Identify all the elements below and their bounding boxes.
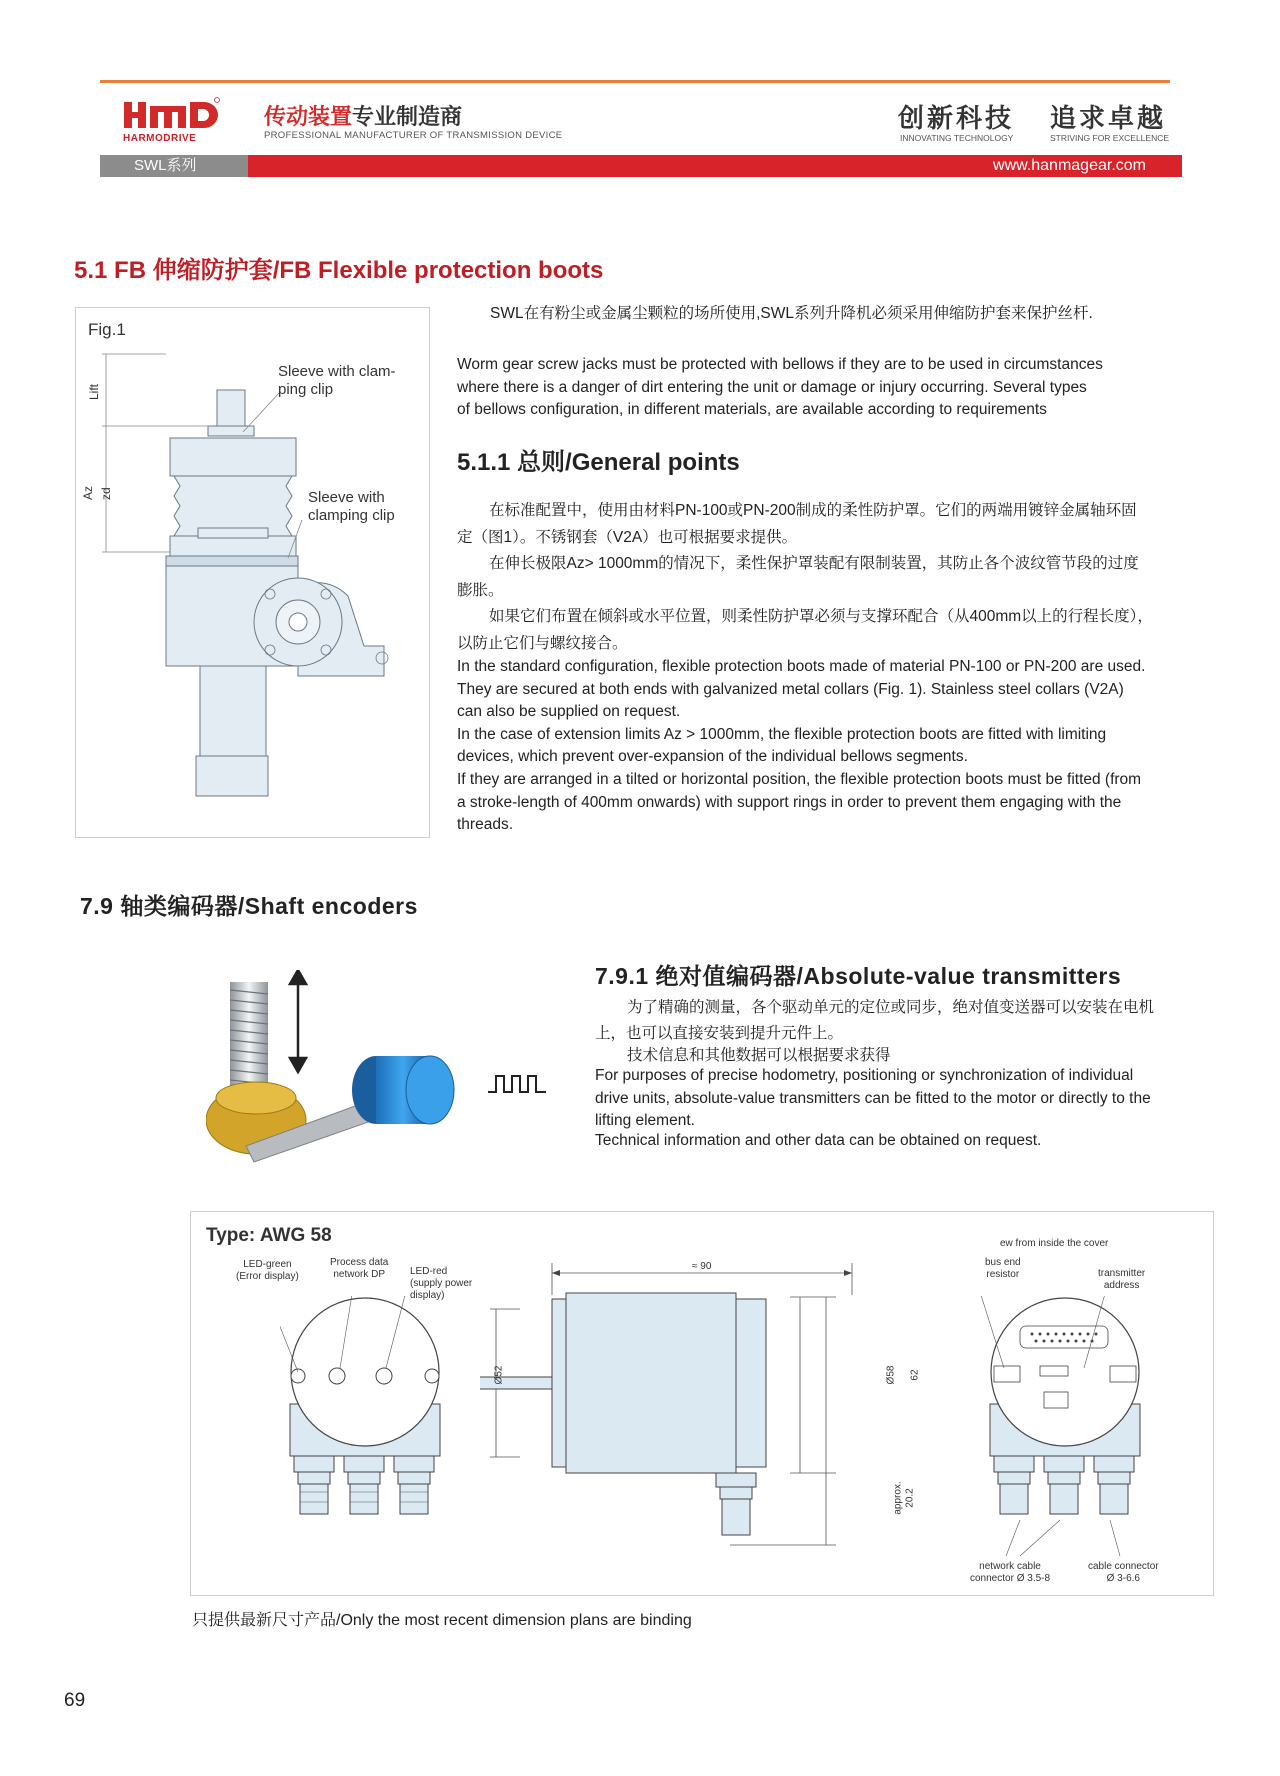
- slogan-striving-en: STRIVING FOR EXCELLENCE: [1050, 133, 1170, 143]
- en-line: a stroke-length of 400mm onwards) with support rings in order to prevent them engaging with the: [457, 793, 1122, 811]
- intro-en-line: Worm gear screw jacks must be protected with bellows if they are to be used in circumstances: [457, 356, 1103, 373]
- en-line: drive units, absolute-value transmitters can be fitted to the motor or directly to the: [595, 1089, 1151, 1107]
- cn-line: 技术信息和其他数据可以根据要求获得: [627, 1047, 891, 1064]
- network-cable-line: connector Ø 3.5-8: [970, 1573, 1051, 1584]
- cn-line: 膨胀。: [457, 581, 504, 599]
- cn-line: 在标准配置中，使用由材料PN-100或PN-200制成的柔性防护罩。它们的两端用镀锌金属轴环固: [489, 502, 1137, 519]
- led-red-line: (supply power: [410, 1278, 473, 1289]
- encoder-front-view: [280, 1296, 450, 1556]
- dim-lift-label: Lift: [87, 383, 101, 400]
- section-5-1-1-title: 5.1.1 总则/General points: [457, 449, 740, 476]
- cn-line: 以防止它们与螺纹接合。: [457, 634, 628, 652]
- network-cable-label: [970, 1561, 1050, 1585]
- led-green-label: [236, 1259, 299, 1283]
- process-data-line: Process data: [330, 1257, 389, 1268]
- led-red-line: LED-red: [410, 1266, 448, 1277]
- tagline-cn-red: 传动装置: [264, 104, 353, 129]
- transmitter-address-label: [1098, 1268, 1145, 1292]
- dim-zd-label: zd: [99, 487, 113, 500]
- slogan-innovating-en: INNOVATING TECHNOLOGY: [900, 133, 1014, 143]
- led-green-line: (Error display): [236, 1271, 299, 1282]
- cable-connector-line: Ø 3-6.6: [1106, 1573, 1140, 1584]
- dim-approx-label: [893, 1481, 917, 1514]
- encoder-text-cn: [595, 995, 1154, 1066]
- process-data-label: [330, 1257, 388, 1281]
- website-link[interactable]: www.hanmagear.com: [248, 155, 1182, 177]
- type-label: Type: AWG 58: [206, 1225, 332, 1246]
- general-points-cn: [457, 498, 1153, 657]
- tagline-cn: [264, 100, 462, 131]
- callout-top-line-2: ping clip: [278, 381, 334, 398]
- dim-dia58-label: Ø58: [885, 1365, 897, 1385]
- callout-bottom-line-2: clamping clip: [308, 507, 395, 524]
- en-line: For purposes of precise hodometry, positioning or synchronization of individual: [595, 1067, 1134, 1084]
- approx-line: approx.: [892, 1481, 904, 1515]
- approx-line: 20.2: [904, 1488, 916, 1508]
- screw-jack-bellows-drawing: [80, 340, 425, 820]
- encoder-cover-inside-view: [980, 1296, 1150, 1566]
- en-line: In the standard configuration, flexible protection boots made of material PN-100 or PN-200 are used.: [457, 658, 1146, 675]
- section-7-9-1-title: 7.9.1 绝对值编码器/Absolute-value transmitters: [595, 963, 1122, 989]
- led-red-line: display): [410, 1290, 445, 1301]
- en-line: devices, which prevent over-expansion of the individual bellows segments.: [457, 748, 968, 766]
- cn-line: 上，也可以直接安装到提升元件上。: [595, 1024, 844, 1042]
- callout-top-line-1: Sleeve with clam-: [278, 363, 396, 380]
- section-7-9-title: 7.9 轴类编码器/Shaft encoders: [80, 893, 418, 919]
- figure-1-label: Fig.1: [88, 320, 126, 339]
- dim-dia52-label: Ø52: [493, 1365, 505, 1385]
- footnote: 只提供最新尺寸产品/Only the most recent dimension plans are binding: [192, 1612, 692, 1629]
- cable-connector-label: [1088, 1561, 1159, 1585]
- cover-view-label: ew from inside the cover: [1000, 1238, 1109, 1249]
- header-rule: [100, 80, 1170, 83]
- led-green-line: LED-green: [243, 1259, 292, 1270]
- callout-bottom-line-1: Sleeve with: [308, 489, 385, 506]
- bus-end-label: [985, 1257, 1021, 1281]
- bus-end-line: bus end: [985, 1257, 1021, 1268]
- tagline-en: PROFESSIONAL MANUFACTURER OF TRANSMISSION DEVICE: [264, 130, 563, 141]
- page-number: 69: [64, 1690, 86, 1711]
- network-cable-line: network cable: [979, 1561, 1041, 1572]
- slogan-striving: 追求卓越: [1050, 104, 1167, 134]
- intro-en: [457, 354, 1103, 422]
- cn-line: 为了精确的测量，各个驱动单元的定位或同步，绝对值变送器可以安装在电机: [627, 999, 1155, 1016]
- encoder-side-view: [480, 1255, 940, 1555]
- cn-line: 定（图1）。不锈钢套（V2A）也可根据要求提供。: [457, 528, 798, 546]
- en-line: They are secured at both ends with galvanized metal collars (Fig. 1). Stainless steel collars (V2A): [457, 680, 1124, 698]
- series-label: SWL系列: [100, 155, 248, 177]
- dim-62-label: 62: [909, 1369, 921, 1381]
- general-points-en: [457, 656, 1145, 837]
- bus-end-line: resistor: [986, 1269, 1020, 1280]
- intro-cn: SWL在有粉尘或金属尘颗粒的场所使用,SWL系列升降机必须采用伸缩防护套来保护丝杆.: [490, 305, 1093, 322]
- dim-az-label: Az: [81, 485, 95, 500]
- logo-wordmark: HARMODRIVE: [123, 133, 197, 144]
- tagline-cn-dark: 专业制造商: [352, 104, 463, 129]
- intro-en-line: where there is a danger of dirt entering the unit or damage or injury occurring. Several types: [457, 378, 1087, 396]
- encoder-text-en: [595, 1065, 1151, 1152]
- transmitter-address-line: transmitter: [1098, 1268, 1146, 1279]
- en-line: can also be supplied on request.: [457, 703, 681, 721]
- en-line: In the case of extension limits Az > 1000mm, the flexible protection boots are fitted with limiting: [457, 725, 1107, 743]
- cn-line: 在伸长极限Az> 1000mm的情况下，柔性保护罩装配有限制装置，其防止各个波纹管节段的过度: [489, 555, 1139, 572]
- section-5-1-title: 5.1 FB 伸缩防护套/FB Flexible protection boots: [74, 257, 604, 284]
- cable-connector-line: cable connector: [1088, 1561, 1159, 1572]
- encoder-photo: [206, 970, 556, 1170]
- cn-line: 如果它们布置在倾斜或水平位置，则柔性防护罩必须与支撑环配合（从400mm以上的行程长度），: [489, 608, 1153, 625]
- process-data-line: network DP: [333, 1269, 386, 1280]
- dim-length-label: ≈ 90: [692, 1261, 712, 1272]
- intro-en-line: of bellows configuration, in different materials, are available according to requirements: [457, 401, 1047, 419]
- transmitter-address-line: address: [1103, 1280, 1140, 1291]
- en-line: If they are arranged in a tilted or horizontal position, the flexible protection boots must be fitted (from: [457, 770, 1142, 788]
- slogan-innovating: 创新科技: [898, 104, 1015, 134]
- en-line: Technical information and other data can be obtained on request.: [595, 1131, 1042, 1149]
- en-line: threads.: [457, 816, 514, 834]
- callout-sleeve-clamping-clip-top: [278, 363, 396, 399]
- en-line: lifting element.: [595, 1112, 695, 1130]
- callout-sleeve-clamping-clip-bottom: [308, 489, 395, 525]
